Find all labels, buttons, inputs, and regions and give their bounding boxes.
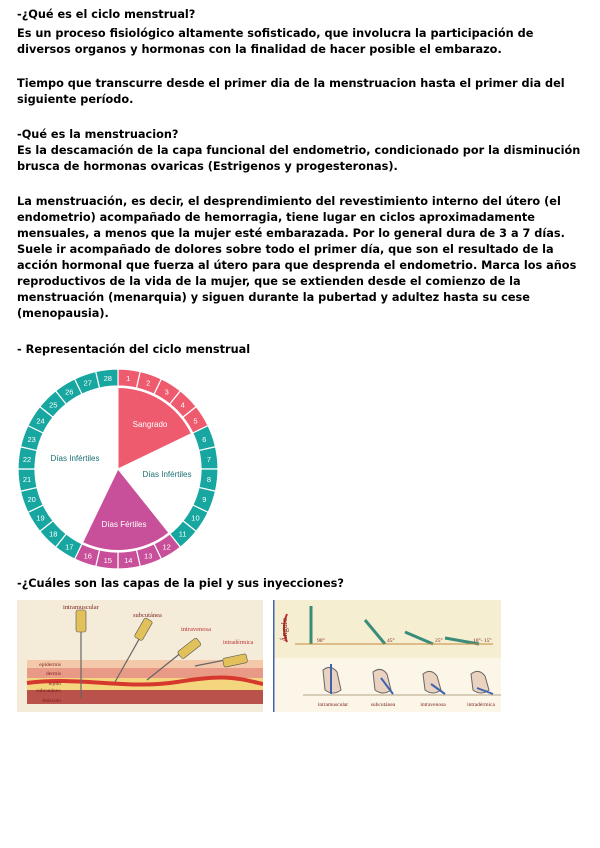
angle-title: Ángulo <box>280 618 289 642</box>
syringe-intramuscular <box>76 610 86 632</box>
label-infertiles-left: Días Infértiles <box>50 454 100 463</box>
day-number: 19 <box>36 513 45 523</box>
q1-answer: Es un proceso fisiológico altamente sofisticado, que involucra la participación de diversos organos y hormonas con la finalidad de hacer posible el embarazo. <box>17 27 534 56</box>
label-sangrado: Sangrado <box>132 420 168 429</box>
day-number: 12 <box>162 542 171 552</box>
type-label: subcutánea <box>133 612 162 619</box>
type-label: intravenosa <box>181 626 211 633</box>
q1-extra: Tiempo que transcurre desde el primer dia de la menstruacion hasta el primer dia del siguiente período. <box>17 77 565 106</box>
layer-label: subcutáneo <box>36 688 61 694</box>
day-number: 10 <box>191 513 200 523</box>
day-number: 22 <box>22 454 32 464</box>
day-number: 16 <box>83 551 92 561</box>
day-number: 3 <box>164 387 169 397</box>
muscle-layer <box>27 690 263 704</box>
layer-label: músculo <box>42 698 61 704</box>
day-number: 7 <box>206 454 212 464</box>
type-label: subcutánea <box>370 702 396 708</box>
cycle-diagram <box>0 362 240 574</box>
day-number: 26 <box>65 387 74 397</box>
q3-heading: -¿Cuáles son las capas de la piel y sus inyecciones? <box>17 577 344 590</box>
day-number: 18 <box>49 529 58 539</box>
day-number: 20 <box>27 495 36 505</box>
q1-heading: -¿Qué es el ciclo menstrual? <box>17 8 196 21</box>
type-label: intramuscular <box>317 702 349 708</box>
type-label: intravenosa <box>420 702 446 708</box>
layer-label: dermis <box>46 671 61 677</box>
q2-answer: Es la descamación de la capa funcional del endometrio, condicionado por la disminución brusca de hormonas ovaricas (Estrigenos y progesteronas). <box>17 144 581 173</box>
day-number: 1 <box>126 374 131 384</box>
label-infertiles-right: Días Infértiles <box>142 470 192 479</box>
angle-label: 10°- 15° <box>473 638 492 644</box>
angle-label: 90° <box>317 638 325 644</box>
day-number: 4 <box>180 400 185 410</box>
day-number: 17 <box>65 542 74 552</box>
day-number: 27 <box>83 378 92 388</box>
injection-angles-illustration <box>273 600 501 712</box>
day-number: 23 <box>27 434 36 444</box>
q2-heading: -Qué es la menstruacion? <box>17 128 179 141</box>
label-fertiles: Días Fértiles <box>101 520 147 529</box>
day-number: 28 <box>103 374 112 384</box>
day-number: 11 <box>178 529 187 539</box>
day-number: 5 <box>193 416 198 426</box>
angle-label: 25° <box>435 638 443 644</box>
day-number: 8 <box>206 475 212 485</box>
day-number: 6 <box>202 434 207 444</box>
day-number: 13 <box>144 551 153 561</box>
type-label: intramuscular <box>63 604 99 611</box>
day-number: 9 <box>202 495 207 505</box>
layer-label: tejido <box>48 681 61 687</box>
day-number: 15 <box>103 555 112 565</box>
angle-label: 45° <box>387 638 395 644</box>
section-cycle-heading: - Representación del ciclo menstrual <box>17 343 251 356</box>
skin-layers-illustration <box>17 600 263 712</box>
type-label: intradérmica <box>467 702 495 708</box>
day-number: 14 <box>124 555 133 565</box>
type-label: intradérmica <box>223 640 254 646</box>
day-number: 21 <box>22 475 32 485</box>
day-number: 25 <box>49 400 58 410</box>
day-number: 2 <box>146 378 151 388</box>
q2-paragraph: La menstruación, es decir, el desprendimiento del revestimiento interno del útero (el endometrio) acompañado de hemorragia, tiene lugar en ciclos aproximadamente mensuales, a menos que la mujer esté embarazada. Por lo general dura de 3 a 7 días. Suele ir acompañado de dolores sobre todo el primer día, que son el resultado de la acción hormonal que fuerza al útero para que desprenda el endometrio. Marca los años reproductivos de la vida de la mujer, que se extienden desde el comienzo de la menstruación (menarquia) y siguen durante la pubertad y adultez hasta su cese (menopausia). <box>17 195 577 320</box>
layer-label: epidermis <box>39 662 61 668</box>
day-number: 24 <box>36 416 45 426</box>
